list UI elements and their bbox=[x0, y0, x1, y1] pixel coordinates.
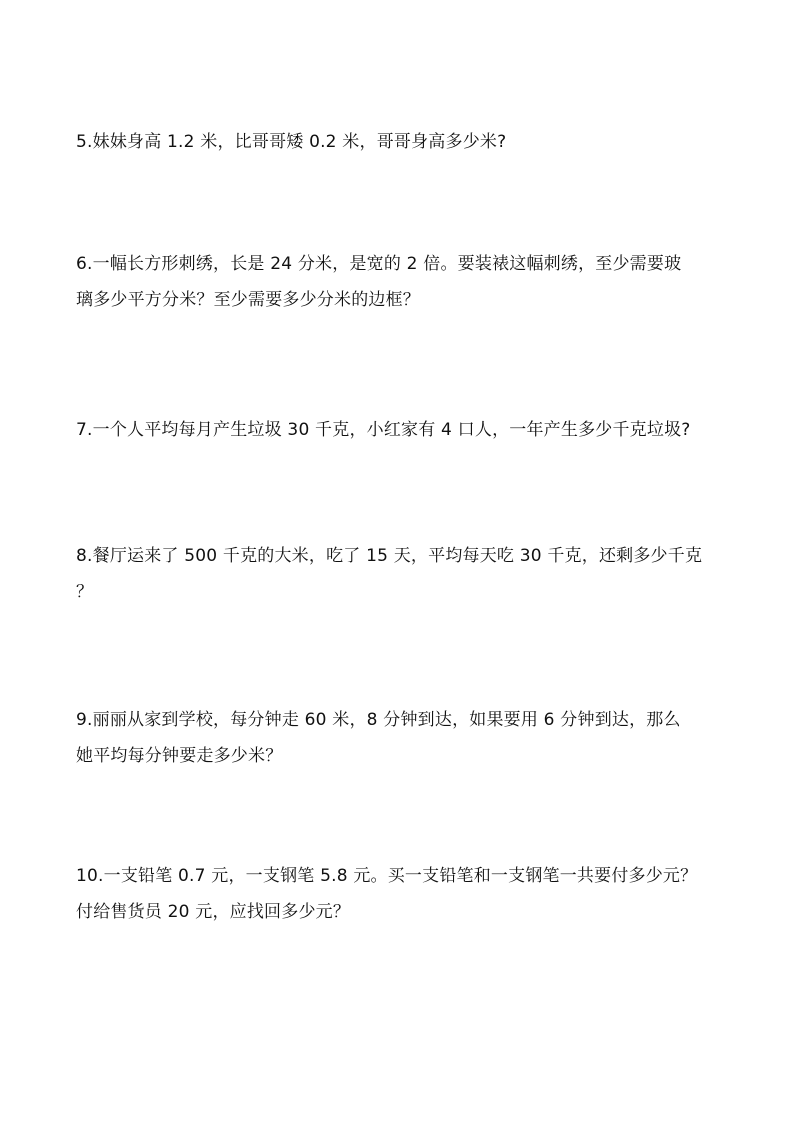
question-text-line: 6.一幅长方形刺绣，长是 24 分米，是宽的 2 倍。要装裱这幅刺绣，至少需要玻 bbox=[76, 254, 682, 274]
question-5 bbox=[76, 124, 726, 160]
question-text-line: 5.妹妹身高 1.2 米，比哥哥矮 0.2 米，哥哥身高多少米? bbox=[76, 132, 507, 152]
question-text-line: 璃多少平方分米？至少需要多少分米的边框？ bbox=[76, 290, 420, 310]
question-text-line: 7.一个人平均每月产生垃圾 30 千克，小红家有 4 口人，一年产生多少千克垃圾? bbox=[76, 420, 691, 440]
question-6 bbox=[76, 246, 726, 318]
question-text-line: 8.餐厅运来了 500 千克的大米，吃了 15 天，平均每天吃 30 千克，还剩多少千克 bbox=[76, 546, 703, 566]
question-text-line: ？ bbox=[76, 582, 94, 602]
question-7 bbox=[76, 412, 726, 448]
question-text-line: 9.丽丽从家到学校，每分钟走 60 米，8 分钟到达，如果要用 6 分钟到达，那么 bbox=[76, 710, 681, 730]
question-text-line: 10.一支铅笔 0.7 元，一支钢笔 5.8 元。买一支铅笔和一支钢笔一共要付多少元？ bbox=[76, 866, 698, 886]
question-text-line: 付给售货员 20 元，应找回多少元？ bbox=[76, 902, 351, 922]
question-8 bbox=[76, 538, 726, 610]
question-9 bbox=[76, 702, 726, 774]
question-text-line: 她平均每分钟要走多少米？ bbox=[76, 746, 283, 766]
question-10 bbox=[76, 858, 726, 930]
